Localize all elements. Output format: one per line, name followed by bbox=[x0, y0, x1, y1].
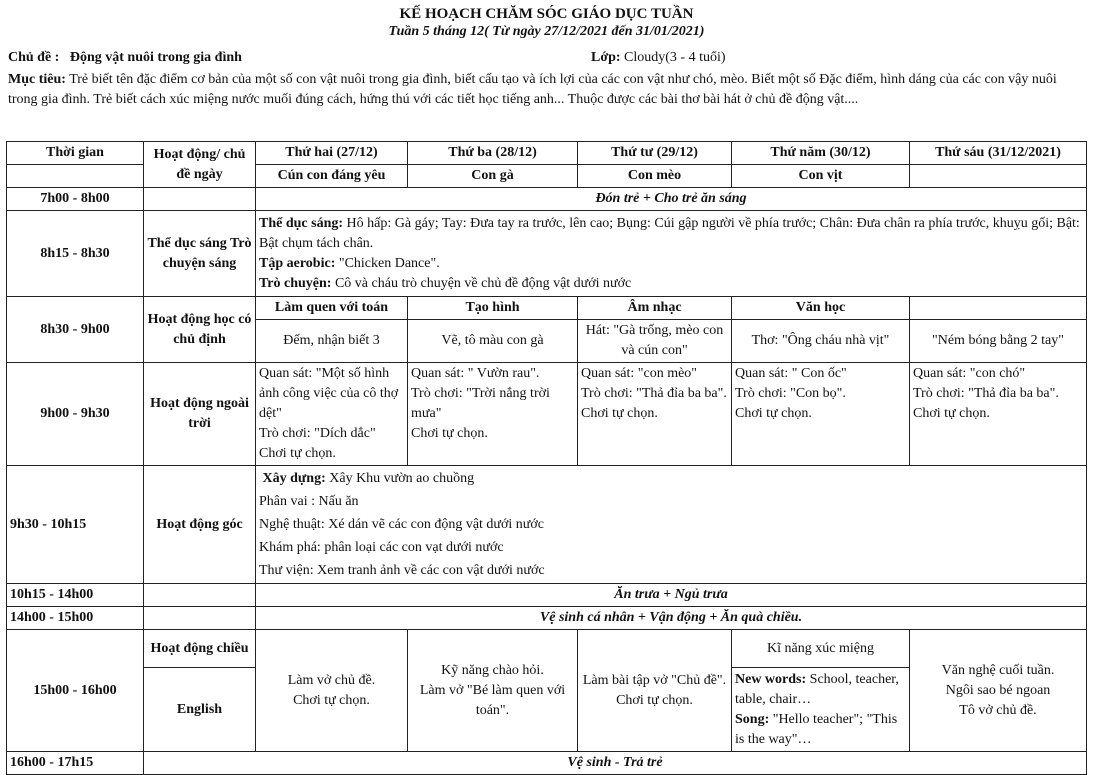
lesson-content: "Ném bóng bằng 2 tay" bbox=[910, 320, 1087, 363]
activity-cell: Hoạt động chiều bbox=[144, 630, 256, 668]
table-row bbox=[7, 630, 1087, 668]
outdoor-cell: Quan sát: "con mèo" Trò chơi: "Thả đỉa ba ba". Chơi tự chọn. bbox=[578, 363, 732, 466]
weekly-plan-table bbox=[6, 141, 1087, 775]
topic-label: Chủ đề : bbox=[8, 50, 60, 65]
span-activity: Ăn trưa + Ngủ trưa bbox=[256, 584, 1087, 607]
build-text: Xây Khu vườn ao chuồng bbox=[325, 471, 475, 486]
outdoor-cell: Quan sát: " Con ốc" Trò chơi: "Con bọ". Chơi tự chọn. bbox=[732, 363, 910, 466]
goal-paragraph bbox=[8, 70, 1085, 110]
day-topic bbox=[910, 165, 1087, 188]
new-words-label: New words: bbox=[735, 671, 807, 687]
topic-value: Động vật nuôi trong gia đình bbox=[69, 50, 242, 65]
table-row bbox=[7, 466, 1087, 584]
role-play-text: Phân vai : Nấu ăn bbox=[259, 494, 359, 509]
header-day: Thứ hai (27/12) bbox=[256, 142, 408, 165]
time-cell: 15h00 - 16h00 bbox=[7, 630, 144, 752]
topic bbox=[8, 50, 242, 66]
day-topic: Con vịt bbox=[732, 165, 910, 188]
empty-cell bbox=[144, 584, 256, 607]
table-row bbox=[7, 607, 1087, 630]
table-row bbox=[7, 584, 1087, 607]
table-row bbox=[7, 297, 1087, 320]
class-label: Lớp: bbox=[591, 50, 621, 65]
activity-cell: Hoạt động góc bbox=[144, 466, 256, 584]
page-title: KẾ HOẠCH CHĂM SÓC GIÁO DỤC TUẦN bbox=[399, 6, 694, 22]
outdoor-cell: Quan sát: "Một số hình ảnh công việc của cô thợ dệt" Trò chơi: "Dích dắc" Chơi tự chọn. bbox=[256, 363, 408, 466]
subject bbox=[910, 297, 1087, 320]
aerobic-label: Tập aerobic: bbox=[259, 255, 336, 271]
corner-activities-cell bbox=[256, 466, 1087, 584]
header-day: Thứ ba (28/12) bbox=[408, 142, 578, 165]
time-cell: 8h15 - 8h30 bbox=[7, 211, 144, 297]
time-cell: 9h30 - 10h15 bbox=[7, 466, 144, 584]
table-row bbox=[7, 211, 1087, 297]
span-activity: Vệ sinh cá nhân + Vận động + Ăn quà chiều. bbox=[256, 607, 1087, 630]
header-time: Thời gian bbox=[7, 142, 144, 165]
english-cell bbox=[732, 668, 910, 752]
class-value: Cloudy(3 - 4 tuổi) bbox=[624, 50, 726, 65]
empty-cell bbox=[7, 165, 144, 188]
table-row bbox=[7, 363, 1087, 466]
day-topic: Con gà bbox=[408, 165, 578, 188]
lesson-content: Thơ: "Ông cháu nhà vịt" bbox=[732, 320, 910, 363]
exercise-text: Hô hấp: Gà gáy; Tay: Đưa tay ra trước, lên cao; Bụng: Cúi gập người về phía trước; Chân: Đưa chân ra phía trước, khuỵu gối; Bật: Bật chụm tách chân. bbox=[259, 215, 1080, 251]
new-words-text: School, teacher, table, chair… bbox=[735, 671, 899, 707]
song-label: Song: bbox=[735, 711, 770, 727]
afternoon-cell: Kĩ năng xúc miệng bbox=[732, 630, 910, 668]
activity-cell: Thể dục sáng Trò chuyện sáng bbox=[144, 211, 256, 297]
empty-cell bbox=[144, 188, 256, 211]
header-activity: Hoạt động/ chủ đề ngày bbox=[144, 142, 256, 188]
goal-label: Mục tiêu: bbox=[8, 72, 66, 87]
empty-cell bbox=[144, 607, 256, 630]
table-row bbox=[7, 188, 1087, 211]
day-topic: Con mèo bbox=[578, 165, 732, 188]
subject: Tạo hình bbox=[408, 297, 578, 320]
day-topic: Cún con đáng yêu bbox=[256, 165, 408, 188]
time-cell: 10h15 - 14h00 bbox=[7, 584, 144, 607]
song-text: "Hello teacher"; "This is the way"… bbox=[735, 711, 898, 747]
time-cell: 14h00 - 15h00 bbox=[7, 607, 144, 630]
aerobic-text: "Chicken Dance". bbox=[335, 255, 440, 271]
afternoon-cell: Làm vở chủ đề. Chơi tự chọn. bbox=[256, 630, 408, 752]
span-activity: Vệ sinh - Trả trẻ bbox=[144, 752, 1087, 775]
build-label: Xây dựng: bbox=[262, 471, 326, 486]
afternoon-cell: Văn nghệ cuối tuần. Ngôi sao bé ngoan Tô vở chủ đề. bbox=[910, 630, 1087, 752]
talk-text: Cô và cháu trò chuyện về chủ đề động vật dưới nước bbox=[331, 275, 632, 291]
activity-cell: Hoạt động ngoài trời bbox=[144, 363, 256, 466]
meta-row bbox=[0, 46, 1093, 70]
subject: Văn học bbox=[732, 297, 910, 320]
art-text: Nghệ thuật: Xé dán vẽ các con động vật dưới nước bbox=[259, 517, 545, 532]
exercise-label: Thể dục sáng: bbox=[259, 215, 344, 231]
outdoor-cell: Quan sát: "con chó" Trò chơi: "Thả đỉa ba ba". Chơi tự chọn. bbox=[910, 363, 1087, 466]
goal-text: Trẻ biết tên đặc điểm cơ bản của một số con vật nuôi trong gia đình, biết cấu tạo và ích lợi của các con vật như chó, mèo. Biết một số Đặc điểm, hình dáng của các con vậy nuôi trong gia đình. Trẻ biết cách xúc miệng nước muối đúng cách, hứng thú với các tiết học tiếng anh... Thuộc được các bài thơ bài hát ở chủ đề động vật.... bbox=[8, 72, 1057, 107]
time-cell: 16h00 - 17h15 bbox=[7, 752, 144, 775]
time-cell: 9h00 - 9h30 bbox=[7, 363, 144, 466]
afternoon-cell: Kỹ năng chào hỏi. Làm vở "Bé làm quen với toán". bbox=[408, 630, 578, 752]
english-label: English bbox=[144, 668, 256, 752]
outdoor-cell: Quan sát: " Vườn rau". Trò chơi: "Trời nắng trời mưa" Chơi tự chọn. bbox=[408, 363, 578, 466]
subject: Làm quen với toán bbox=[256, 297, 408, 320]
explore-text: Khám phá: phân loại các con vạt dưới nước bbox=[259, 540, 504, 555]
lesson-content: Vẽ, tô màu con gà bbox=[408, 320, 578, 363]
morning-exercise-cell bbox=[256, 211, 1087, 297]
activity-cell: Hoạt động học có chủ định bbox=[144, 297, 256, 363]
table-row bbox=[7, 752, 1087, 775]
subject: Âm nhạc bbox=[578, 297, 732, 320]
page-subtitle: Tuần 5 tháng 12( Từ ngày 27/12/2021 đến 31/01/2021) bbox=[388, 24, 705, 39]
header-day: Thứ tư (29/12) bbox=[578, 142, 732, 165]
afternoon-cell: Làm bài tập vở "Chủ đề". Chơi tự chọn. bbox=[578, 630, 732, 752]
talk-label: Trò chuyện: bbox=[259, 275, 332, 291]
lesson-content: Hát: "Gà trống, mèo con và cún con" bbox=[578, 320, 732, 363]
library-text: Thư viện: Xem tranh ảnh về các con vật dưới nước bbox=[259, 563, 545, 578]
time-cell: 7h00 - 8h00 bbox=[7, 188, 144, 211]
span-activity: Đón trẻ + Cho trẻ ăn sáng bbox=[256, 188, 1087, 211]
lesson-content: Đếm, nhận biết 3 bbox=[256, 320, 408, 363]
table-row bbox=[7, 142, 1087, 165]
header-day: Thứ năm (30/12) bbox=[732, 142, 910, 165]
header-day: Thứ sáu (31/12/2021) bbox=[910, 142, 1087, 165]
class-info bbox=[591, 50, 726, 66]
time-cell: 8h30 - 9h00 bbox=[7, 297, 144, 363]
